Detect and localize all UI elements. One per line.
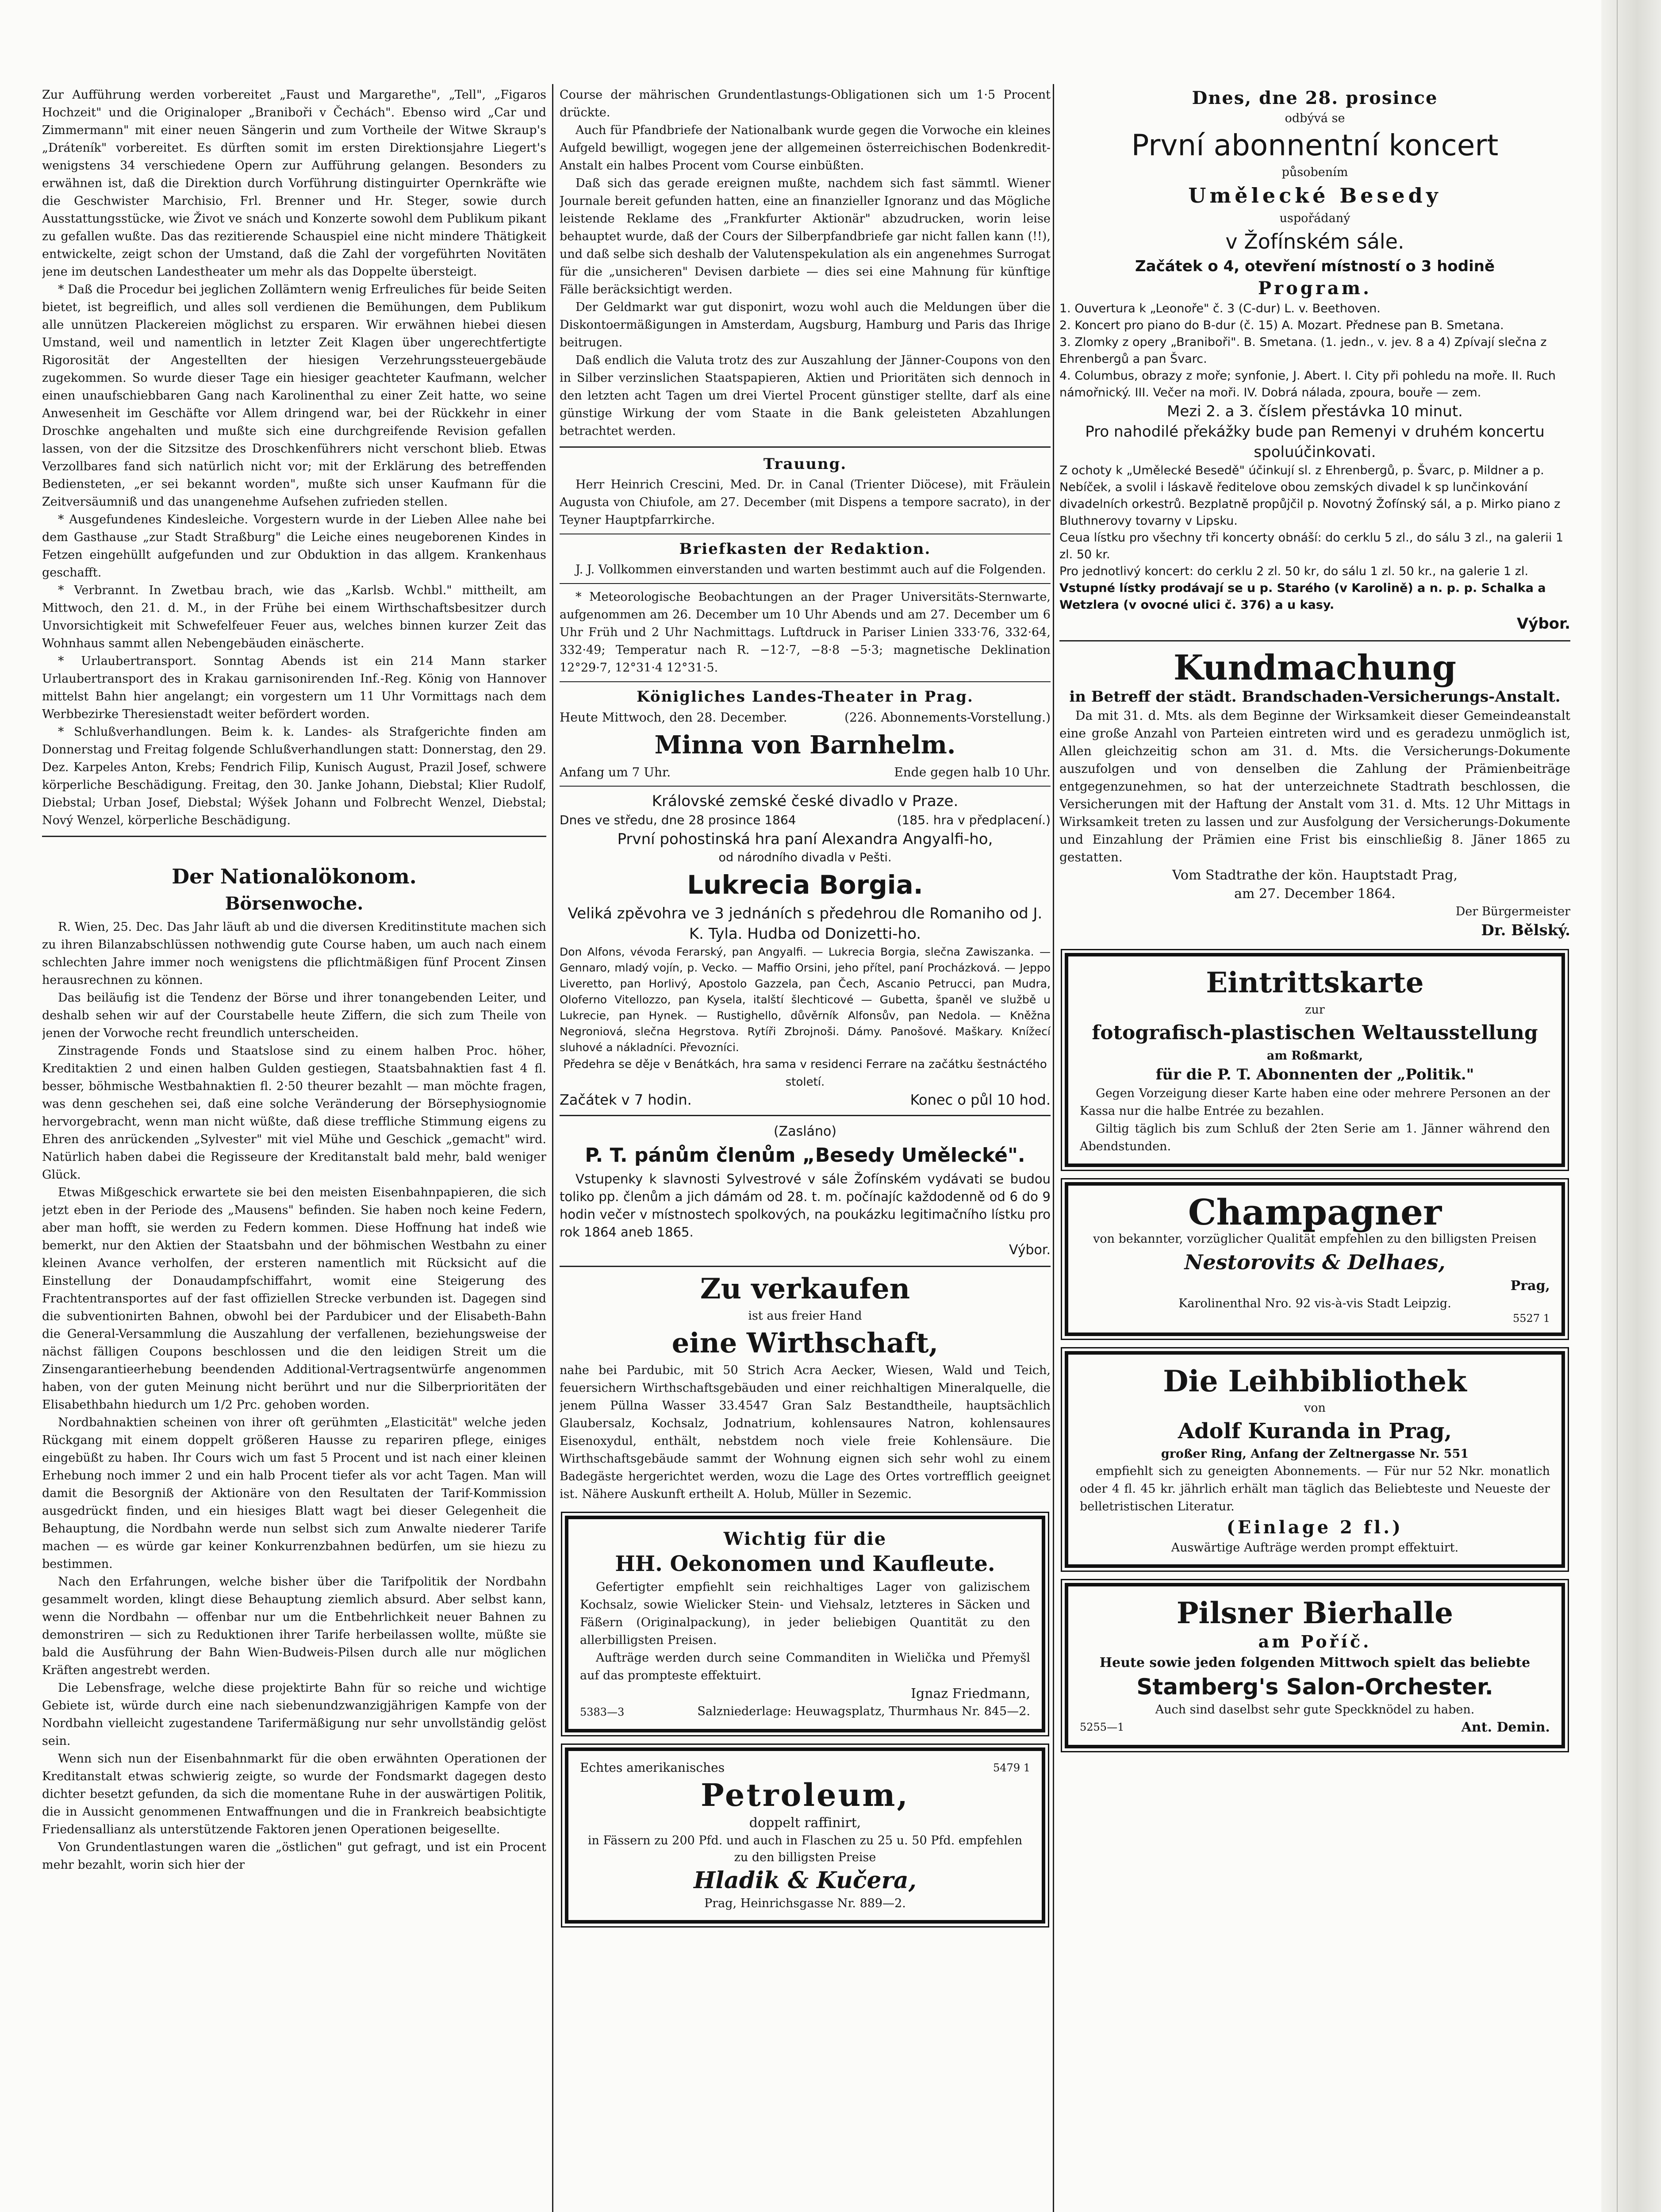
divider — [560, 681, 1051, 682]
ad-beerhall-band: Stamberg's Salon-Orchester. — [1136, 1674, 1493, 1700]
czech-scene: Předehra se děje v Benátkách, hra sama v residenci Ferrare na začátku šestnáctého století. — [563, 1058, 1047, 1089]
ad-petroleum-num: 5479 1 — [993, 1762, 1030, 1774]
ad-ticket-subtitle: fotografisch-plastischen Weltausstellung — [1092, 1022, 1538, 1044]
concert-thanks: Z ochoty k „Umělecké Besedě" účinkují sl. z Ehrenbergů, p. Švarc, p. Mildner a p. Nebíček, a svolil i láskavě ředitelove obou zemských divadel k sp lunčinkování divadelních orkestrů. Bezplatně propůjčil p. Novotný Žofínský sál, a p. Mirko piano z Bluthnerovy tovarny v Lipsku. — [1059, 464, 1561, 528]
czech-start: Začátek v 7 hodin. — [560, 1091, 692, 1108]
ad-library-foot: Auswärtige Aufträge werden prompt effektuirt. — [1171, 1541, 1459, 1555]
ad-petroleum-top-row — [580, 1759, 1030, 1777]
paragraph: Wenn sich nun der Eisenbahnmarkt für die oben erwähnten Operationen der Kreditanstalt etwas schwierig zeigte, so wurde der Fondsmarkt dagegen desto dichter besetzt gefunden, da sich die momentane Ruhe in der auswärtigen Politik, die in Aussicht genommenen Entwaffnungen und die in Frankreich beabsichtigte Friedensallianz als unterstützende Faktoren jenen Operationen beigesellte. — [42, 1752, 546, 1836]
ad-library-text: empfiehlt sich zu geneigten Abonnements. — Für nur 52 Nkr. monatlich oder 4 fl. 45 kr. jährlich erhält man täglich das Beliebteste und Neueste der belletristischen Literatur. — [1080, 1464, 1550, 1513]
column-left — [42, 86, 546, 2212]
besedy-title: P. T. pánům členům „Besedy Umělecké". — [585, 1144, 1025, 1167]
program-item: 2. Koncert pro piano do B-dur (č. 15) A. Mozart. Přednese pan B. Smetana. — [1059, 319, 1504, 332]
theater-title: Königliches Landes-Theater in Prag. — [637, 688, 974, 706]
briefkasten-title: Briefkasten der Redaktion. — [679, 540, 931, 558]
section-subtitle: Börsenwoche. — [225, 893, 364, 914]
ad-library-title: Die Leihbibliothek — [1163, 1364, 1467, 1398]
paragraph: R. Wien, 25. Dec. Das Jahr läuft ab und die diversen Kreditinstitute machen sich zu ihren Bilanzabschlüssen nothwendig gute Course haben, um auch nach einem schlechten Jahre immer noch wenigstens die pflichtmäßigen fünf Procent Zinsen herausrechnen zu können. — [42, 920, 546, 987]
ad-champagne-city: Prag, — [1510, 1278, 1550, 1294]
ad-salt-title-2: HH. Oekonomen und Kaufleute. — [615, 1551, 995, 1576]
theater-end: Ende gegen halb 10 Uhr. — [894, 765, 1051, 780]
ad-salt-num: 5383—3 — [580, 1706, 625, 1718]
paragraph: Daß sich das gerade ereignen mußte, nachdem sich fast sämmtl. Wiener Journale bereit gefunden hatten, eine an finanzieller Ignoranz und das Mögliche leistende Reklame des „Frankfurter Aktionär" abzudrucken, worin leise behauptet wurde, daß der Cours der Silberpfandbriefe gar nicht fallen kann (!!), und daß selbe sich deshalb der Valutenspekulation als ein angenehmes Surrogat für die „unsicheren" Devisen darbiete — dies sei eine Mahnung für künftige Fälle beräcksichtigt werden. — [560, 177, 1051, 296]
column-rule — [552, 84, 553, 2212]
theater-date-row — [560, 709, 1051, 726]
kund-name: Dr. Bělský. — [1481, 922, 1570, 939]
ad-salt-text: Gefertigter empfiehlt sein reichhaltiges Lager von galizischem Kochsalz, sowie Wielicker Stein- und Viehsalz, letzteres in Säcken und Fäßern (Originalpackung), in jeder beliebigen Quantität zu den allerbilligsten Preisen. — [580, 1580, 1030, 1647]
czech-time-row — [560, 1091, 1051, 1109]
ad-champagne-title: Champagner — [1188, 1191, 1442, 1233]
concert-place: v Žofínském sále. — [1225, 230, 1404, 253]
czech-date: Dnes ve středu, dne 28 prosince 1864 — [560, 813, 796, 827]
paragraph: Zur Aufführung werden vorbereitet „Faust und Margarethe", „Tell", „Figaros Hochzeit" und die Originaloper „Braniboři v Čechách". Ebenso wird „Car und Zimmermann" mit einer neuen Sängerin und zum Vortheile der Witwe Skraup's „Dráteník" vorbereitet. Es dürften somit im ersten Direktionsjahre Liegert's wenigstens 34 verschiedene Opern zur Aufführung gelangen. Besonders zu erwähnen ist, daß die Direktion durch Vorführung distinguirter Opernkräfte wie die Geschwister Marchisio, Frl. Brenner und Hr. Steger, sowie durch Ausstattungsstücke, wie Život ve snách und Konzerte sowohl dem Publikum pikant zu gefallen wußte. Das das rezitierende Schauspiel eine nicht mindere Thätigkeit entwickelte, zeigt schon der Umstand, daß die Zahl der vorgeführten Novitäten jene im deutschen Landestheater um mehr als das Doppelte übersteigt. — [42, 88, 546, 279]
paragraph: Etwas Mißgeschick erwartete sie bei den meisten Eisenbahnpapieren, die sich jetzt eben in der Periode des „Mausens" befinden. Sie haben noch keine Federn, aber man hofft, sie werden zu Federn kommen. Diese Hoffnung hat indeß wie bemerkt, nur den Aktien der Staatsbahn und der böhmischen Westbahn zu einer kleinen Avance verholfen, der ersteren namentlich mit Rücksicht auf die Einstellung der Donaudampfschiffahrt, womit eine Steigerung des Frachtentransportes auf der fast offiziellen Strecke verbunden ist. Dagegen sind die subventionirten Bahnen, obwohl bei der Pardubicer und der Elisabeth-Bahn die General-Versammlung die Auszahlung der verfallenen, beziehungsweise der nächst fälligen Coupons beschlossen und die den leidigen Streit um die Zinsengarantieerhebung beendenden Additional-Vertragsentwürfe angenommen haben, von der guten Meinung nicht berührt und nur die Silberprioritäten der Elisabethbahn hiedurch um 1/2 Prc. gehoben worden. — [42, 1186, 546, 1412]
paragraph: Das beiläufig ist die Tendenz der Börse und ihrer tonangebenden Leiter, und deshalb sehen wir auf der Courstabelle heute Ziffern, die sich zum Theile von jenen der Vorwoche recht freundlich unterscheiden. — [42, 991, 546, 1040]
besedy-sign: Výbor. — [1009, 1242, 1051, 1258]
ad-salt — [565, 1516, 1045, 1732]
ad-salt-address: Salzniederlage: Heuwagsplatz, Thurmhaus Nr. 845—2. — [697, 1705, 1030, 1718]
divider — [560, 446, 1051, 448]
ad-petroleum-firm: Hladik & Kučera, — [694, 1867, 917, 1894]
ad-beerhall — [1065, 1583, 1565, 1748]
theater-time-row — [560, 764, 1051, 781]
ad-ticket-location: am Roßmarkt, — [1266, 1049, 1363, 1063]
column-rule — [1053, 84, 1054, 2212]
zaslano-label: (Zasláno) — [773, 1124, 837, 1139]
czech-end: Konec o půl 10 hod. — [910, 1091, 1051, 1108]
sale-subtitle: ist aus freier Hand — [748, 1309, 862, 1323]
program-note: Pro nahodilé překážky bude pan Remenyi v druhém koncertu spoluúčinkovati. — [1085, 423, 1545, 461]
column-right — [1059, 86, 1570, 2212]
kund-subtitle: in Betreff der städt. Brandschaden-Versicherungs-Anstalt. — [1069, 688, 1561, 706]
paragraph: * Daß die Procedur bei jeglichen Zollämtern wenig Erfreuliches für beide Seiten bietet, ist begreiflich, und alles soll verdienen die Bemühungen, dem Publikum alle unnützen Plackereien möglichst zu ersparen. Wir erwähnen hiebei diesen Umstand, weil und namentlich in letzter Zeit Klagen über ungerechtfertigte Rigorosität der Angestellten der hiesigen Verzehrungssteuergebäude zugekommen. So wurde dieser Tage ein hiesiger geachteter Kaufmann, welcher einen unaufschiebbaren Gang nach Karolinenthal zu einer Zeit hatte, wo seine Anwesenheit im Geschäfte vor Allem dringend war, bei der Rückkehr in einer Droschke angehalten und mußte sich eine durchgreifende Revision gefallen lassen, von der die Sitzsitze des Droschkenführers nicht verschont blieb. Etwas Verzollbares fand sich natürlich nicht vor; mit der Erklärung des betreffenden Bediensteten, „er sei bekannt worden", mußte sich unser Kaufmann für die Zeitversäumniß und das unangenehme Aufsehen zufrieden stellen. — [42, 283, 546, 509]
ad-library-address: großer Ring, Anfang der Zeltnergasse Nr. 551 — [1161, 1447, 1469, 1461]
concert-time: Začátek o 4, otevření místností o 3 hodině — [1135, 257, 1495, 275]
ad-salt-foot — [580, 1703, 1030, 1721]
paragraph: Nach den Erfahrungen, welche bisher über die Tarifpolitik der Nordbahn gesammelt worden, klingt diese Behauptung ziemlich absurd. Aber selbst kann, wenn die Nordbahn — offenbar nur um die Entbehrlichkeit neuer Bahnen zu demonstriren — sich zu Reduktionen ihrer Tarife herbeilassen wollte, müßte sie bald die Ausführung der Bahn Wien-Budweis-Pilsen durch alle nur möglichen Kräften angestrebt werden. — [42, 1575, 546, 1677]
concert-by: působením — [1281, 165, 1348, 179]
divider — [560, 786, 1051, 787]
ad-ticket-title: Eintrittskarte — [1206, 966, 1424, 999]
ad-beerhall-sign: Ant. Demin. — [1461, 1720, 1550, 1735]
kund-role: Der Bürgermeister — [1455, 905, 1570, 918]
ad-beerhall-text: Heute sowie jeden folgenden Mittwoch spielt das beliebte — [1099, 1655, 1531, 1671]
kund-text: Da mit 31. d. Mts. als dem Beginne der Wirksamkeit dieser Gemeindeanstalt eine große Anzahl von Parteien eintreten wird und es geradezu unmöglich ist, Allen gleichzeitig schon am 31. d. Mts. die Versicherungs-Dokumente auszufolgen und von denselben die Zahlung der Prämienbeiträge entgegenzunehmen, so hat der unterzeichnete Stadtrath beschlossen, die Versicherungen mit der Haftung der Anstalt vom 31. d. Mts. 12 Uhr Mittags in Wirksamkeit treten zu lassen und zur Ausfolgung der Versicherungs-Dokumente und Einzahlung der Prämien eine Frist bis einschließig 8. Jäner 1865 zu gestatten. — [1059, 708, 1570, 864]
ad-library-name: Adolf Kuranda in Prag, — [1178, 1419, 1452, 1444]
trauung-title: Trauung. — [763, 455, 847, 473]
theater-play: Minna von Barnhelm. — [654, 730, 956, 760]
meteo-text: * Meteorologische Beobachtungen an der Prager Universitäts-Sternwarte, aufgenommen am 26. December um 10 Uhr Abends und am 27. December um 6 Uhr Früh und 2 Uhr Nachmittags. Luftdruck in Pariser Linien 333·76, 332·64, 332·49; Temperatur nach R. −12·7, −8·8 −5·3; magnetische Deklination 12°29·7, 12°31·4 12°31·5. — [560, 590, 1051, 675]
ad-beerhall-title: Pilsner Bierhalle — [1176, 1596, 1454, 1630]
sale-text: nahe bei Pardubic, mit 50 Strich Acra Aecker, Wiesen, Wald und Teich, feuersichern Wirthschaftsgebäuden und einer reichhaltigen Mineralquelle, die jenem Püllna Wasser 33.4547 Gran Salz Bestandtheile, hauptsächlich Glaubersalz, Kochsalz, Jodnatrium, kohlensaures Natron, kohlensaures Eisenoxydul, enthält, nebstdem noch viele freie Kohlensäure. Die Wirthschaftsgebäude sammt der Wohnung eignen sich sehr wohl zu einem Badegäste hergerichtet werden, wozu die Lage des Ortes vortrefflich geeignet ist. Nähere Auskunft ertheilt A. Holub, Müller in Sezemic. — [560, 1363, 1051, 1501]
besedy-text: Vstupenky k slavnosti Sylvestrové v sále Žofínském vydávati se budou toliko pp. členům a jich dámám od 28. t. m. počínajíc každodenně od 6 do 9 hodin večer v místnostech spolkových, na poukázku legitimačního lístku pro rok 1864 aneb 1865. — [560, 1171, 1051, 1240]
ad-champagne-firm: Nestorovits & Delhaes, — [1184, 1250, 1446, 1274]
ad-petroleum-sub: doppelt raffinirt, — [749, 1815, 861, 1831]
czech-theater-title: Královské zemské české divadlo v Praze. — [652, 792, 959, 810]
theater-date: Heute Mittwoch, den 28. December. — [560, 710, 787, 725]
ad-ticket-zur: zur — [1305, 1003, 1325, 1017]
paragraph: Auch für Pfandbriefe der Nationalbank wurde gegen die Vorwoche ein kleines Aufgeld bewilligt, wogegen jene der allgemeinen österreichischen Bodenkredit-Anstalt ein halbes Procent vom Course einbüßten. — [560, 123, 1051, 173]
czech-guest: První pohostinská hra paní Alexandra Angyalfi-ho, — [617, 830, 993, 848]
trauung-text: Herr Heinrich Crescini, Med. Dr. in Canal (Trienter Diöcese), mit Fräulein Augusta von Chiufole, am 27. December (mit Dispens a tempore sacrato), in der Teyner Hauptpfarrkirche. — [560, 478, 1051, 527]
paragraph: Nordbahnaktien scheinen von ihrer oft gerühmten „Elasticität" welche jeden Rückgang mit einem doppelt größeren Hausse zu repariren pflege, einiges eingebüßt zu haben. Ihr Cours wich um fast 5 Procent und ist nach einer kleinen Erhebung noch immer 2 und ein halb Procent tiefer als vor acht Tagen. Man will damit die Besorgniß der Aktionäre von den Resultaten der Tarif-Kommission ausgedrückt finden, und ein hiesiges Blatt wagt bei dieser Gelegenheit die Behauptung, die Nordbahn werde nun selbst sich zum Anwalte niederer Tarife machen — es würde gar keiner Konkurrenzbahnen bedürfen, um sie hiezu zu bestimmen. — [42, 1416, 546, 1571]
ad-salt-text-2: Aufträge werden durch seine Commanditen in Wielička und Přemyšl auf das prompteste effektuirt. — [580, 1651, 1030, 1682]
paragraph: * Urlaubertransport. Sonntag Abends ist ein 214 Mann starker Urlaubertransport des in Krakau garnisonirenden Inf.-Reg. König von Hannover mittelst Bahn hier angelangt; ein vorgestern um 11 Uhr Vormittags nach dem Werbbezirke Theresienstadt weiter befördert worden. — [42, 654, 546, 721]
ad-beerhall-sub: am Poříč. — [1258, 1632, 1372, 1651]
sale-title-2: eine Wirthschaft, — [671, 1327, 939, 1359]
program-pause: Mezi 2. a 3. číslem přestávka 10 minut. — [1167, 403, 1463, 420]
concert-date: Dnes, dne 28. prosince — [1192, 88, 1438, 108]
divider — [42, 836, 546, 837]
ad-petroleum-text: in Fässern zu 200 Pfd. und auch in Flaschen zu 25 u. 50 Pfd. empfehlen zu den billigsten Preise — [587, 1834, 1023, 1864]
czech-play: Lukrecia Borgia. — [687, 870, 923, 900]
paragraph: Course der mährischen Grundentlastungs-Obligationen sich um 1·5 Procent drückte. — [560, 88, 1051, 119]
ad-ticket-for: für die P. T. Abonnenten der „Politik." — [1155, 1066, 1474, 1083]
czech-cast: Don Alfons, vévoda Ferarský, pan Angyalfi. — Lukrecia Borgia, slečna Zawiszanka. — Gennaro, mladý vojín, p. Vecko. — Maffio Orsini, jeho přítel, paní Procházková. — Jeppo Liveretto, pan Horlivý, Apostolo Gazzela, pan Čech, Ascanio Petrucci, pan Mudra, Oloferno Vitellozzo, pan Kysela, italští šlechticové — Gubetta, španěl ve službě u Lukrecie, pan Hynek. — Rustighello, důvěrník Alfonsův, pan Nedola. — Kněžna Negroniová, slečna Hegrstova. Rytíři Zbrojnoši. Dámy. Panošové. Maškary. Knížecí sluhové a nákladníci. Převozníci. — [560, 945, 1051, 1054]
theater-abo: (226. Abonnements-Vorstellung.) — [844, 710, 1051, 725]
concert-sign: Výbor. — [1516, 615, 1570, 633]
sale-title: Zu verkaufen — [700, 1272, 910, 1306]
czech-abo: (185. hra v předplacení.) — [897, 813, 1051, 827]
czech-guest-origin: od národního divadla v Pešti. — [718, 851, 892, 864]
ad-ticket-text: Gegen Vorzeigung dieser Karte haben eine oder mehrere Personen an der Kassa nur die halbe Entrée zu bezahlen. — [1080, 1087, 1550, 1118]
program-item: 4. Columbus, obrazy z moře; synfonie, J. Abert. I. City při pohledu na moře. II. Ruch námořnický. III. Večer na moři. IV. Dobrá nálada, zpoura, bouře — zem. — [1059, 369, 1556, 399]
ad-champagne-address: Karolinenthal Nro. 92 vis-à-vis Stadt Leipzig. — [1178, 1297, 1451, 1310]
page-edge-line — [1617, 0, 1618, 2212]
ad-beerhall-num: 5255—1 — [1080, 1721, 1124, 1733]
paragraph: * Schlußverhandlungen. Beim k. k. Landes- als Strafgerichte finden am Donnerstag und Freitag folgende Schlußverhandlungen statt: Donnerstag, den 29. Dez. Karpeles Anton, Krebs; Fendrich Filip, Kunisch August, Prazil Josef, schwere körperliche Beschädigung. Freitag, den 30. Janke Johann, Diebstal; Klier Rudolf, Diebstal; Urban Josef, Diebstal; Wýšek Johann und Folbrecht Wenzel, Diebstal; Nový Wenzel, körperliche Beschädigung. — [42, 725, 546, 827]
program-item: 1. Ouvertura k „Leonoře" č. 3 (C-dur) L. v. Beethoven. — [1059, 302, 1381, 315]
page-edge-shadow — [1601, 0, 1661, 2212]
ad-salt-sign: Ignaz Friedmann, — [911, 1686, 1030, 1701]
ad-beerhall-text-2: Auch sind daselbst sehr gute Speckknödel zu haben. — [1155, 1703, 1475, 1717]
paragraph: Die Lebensfrage, welche diese projektirte Bahn für so reiche und wichtige Gebiete ist, würde durch eine nach siebenundzwanzigjährigen Kampfe von der Nordbahn vielleicht zugestandene Tarifermäßigung nur sehr unvollständig gelöst sein. — [42, 1681, 546, 1748]
concert-org: Umělecké Besedy — [1188, 184, 1442, 207]
paragraph: Von Grundentlastungen waren die „östlichen" gut gefragt, und ist ein Procent mehr bezahlt, worin sich hier der — [42, 1840, 546, 1872]
concert-prices: Ceua lístku pro všechny tři koncerty obnáší: do cerklu 5 zl., do sálu 3 zl., na galerii 1 zl. 50 kr. — [1059, 531, 1564, 561]
kund-from: Vom Stadtrathe der kön. Hauptstadt Prag, — [1172, 868, 1458, 883]
ad-champagne — [1065, 1182, 1565, 1336]
concert-prices-single: Pro jednotlivý koncert: do cerklu 2 zl. 50 kr, do sálu 1 zl. 50 kr., na galerie 1 zl. — [1059, 565, 1529, 578]
ad-petroleum-top: Echtes amerikanisches — [580, 1760, 725, 1775]
kund-title: Kundmachung — [1173, 648, 1457, 688]
paragraph: * Ausgefundenes Kindesleiche. Vorgestern wurde in der Lieben Allee nahe bei dem Gasthause „zur Stadt Straßburg" die Leiche eines neugeborenen Kindes in Fetzen eingehüllt aufgefunden und zur Obduktion in das allgem. Krankenhaus geschafft. — [42, 513, 546, 580]
divider — [560, 583, 1051, 584]
program-title: Program. — [1258, 278, 1372, 299]
czech-date-row — [560, 811, 1051, 829]
ad-salt-title: Wichtig für die — [723, 1528, 887, 1549]
ad-ticket — [1065, 953, 1565, 1167]
ad-petroleum — [565, 1747, 1045, 1924]
ad-petroleum-address: Prag, Heinrichsgasse Nr. 889—2. — [704, 1897, 906, 1910]
paragraph: Zinstragende Fonds und Staatslose sind zu einem halben Proc. höher, Kreditaktien 2 und einen halben Gulden gestiegen, Staatsbahnaktien fast 4 fl. besser, böhmische Westbahnaktien fl. 2·50 theurer bezahlt — man möchte fragen, was denn geschehen sei, daß eine solche Veränderung der Börsephysiognomie hervorgebracht, wenn man nicht wüßte, daß diese treffliche Stimmung eigens zu Ehren des anrückenden „Sylvester" mit viel Mühe und Geschick „gemacht" wird. Natürlich haben dabei die Regisseure der Kreditanstalt bald mehr, bald weniger Glück. — [42, 1044, 546, 1182]
divider — [560, 1266, 1051, 1267]
ad-library-entry: (Einlage 2 fl.) — [1226, 1517, 1404, 1538]
concert-arranged: uspořádaný — [1279, 211, 1350, 225]
kund-date: am 27. December 1864. — [1234, 886, 1396, 902]
ad-ticket-text-2: Giltig täglich bis zum Schluß der 2ten Serie am 1. Jänner während den Abendstunden. — [1080, 1122, 1550, 1153]
ad-champagne-text: von bekannter, vorzüglicher Qualität empfehlen zu den billigsten Preisen — [1093, 1232, 1537, 1246]
ad-library — [1065, 1351, 1565, 1568]
concert-sale-places: Vstupné lístky prodávají se u p. Starého (v Karolině) a n. p. p. Schalka a Wetzlera (v ovocné ulici č. 376) a u kasy. — [1059, 581, 1546, 612]
concert-title: První abonnentní koncert — [1131, 128, 1499, 162]
paragraph: * Verbrannt. In Zwetbau brach, wie das „Karlsb. Wchbl." mittheilt, am Mittwoch, den 21. d. M., in der Frühe bei einem Wirthschaftsbesitzer durch Unvorsichtigkeit mit Schwefelfeuer Feuer aus, welches binnen kurzer Zeit das Wohnhaus sammt allen Nebengebäuden einäscherte. — [42, 584, 546, 650]
czech-desc: Veliká zpěvohra ve 3 jednáních s předehrou dle Romaniho od J. K. Tyla. Hudba od Donizetti-ho. — [568, 905, 1043, 943]
ad-petroleum-title: Petroleum, — [701, 1777, 909, 1813]
divider — [1059, 640, 1570, 641]
concert-sub: odbývá se — [1285, 111, 1345, 125]
theater-start: Anfang um 7 Uhr. — [560, 765, 671, 780]
briefkasten-text: J. J. Vollkommen einverstanden und warten bestimmt auch auf die Folgenden. — [575, 563, 1046, 576]
column-middle — [560, 86, 1051, 2212]
paragraph: Der Geldmarkt war gut disponirt, wozu wohl auch die Meldungen über die Diskontoermäßigungen in Amsterdam, Augsburg, Hamburg und Paris das Ihrige beitrugen. — [560, 300, 1051, 349]
ad-champagne-num: 5527 1 — [1513, 1312, 1550, 1325]
ad-library-von: von — [1304, 1401, 1326, 1415]
ad-beerhall-foot — [1080, 1718, 1550, 1737]
section-title: Der Nationalökonom. — [172, 864, 417, 888]
divider — [560, 1115, 1051, 1116]
paragraph: Daß endlich die Valuta trotz des zur Auszahlung der Jänner-Coupons von den in Silber verzinslichen Staatspapieren, Aktien und Prioritäten sich dennoch in den letzten acht Tagen um drei Viertel Procent günstiger stellte, darf als eine günstige Wirkung der vom Staate in die Bank geleisteten Abzahlungen betrachtet werden. — [560, 353, 1051, 438]
program-item: 3. Zlomky z opery „Braniboři". B. Smetana. (1. jedn., v. jev. 8 a 4) Zpívají slečna z Ehrenbergů a pan Švarc. — [1059, 335, 1547, 366]
